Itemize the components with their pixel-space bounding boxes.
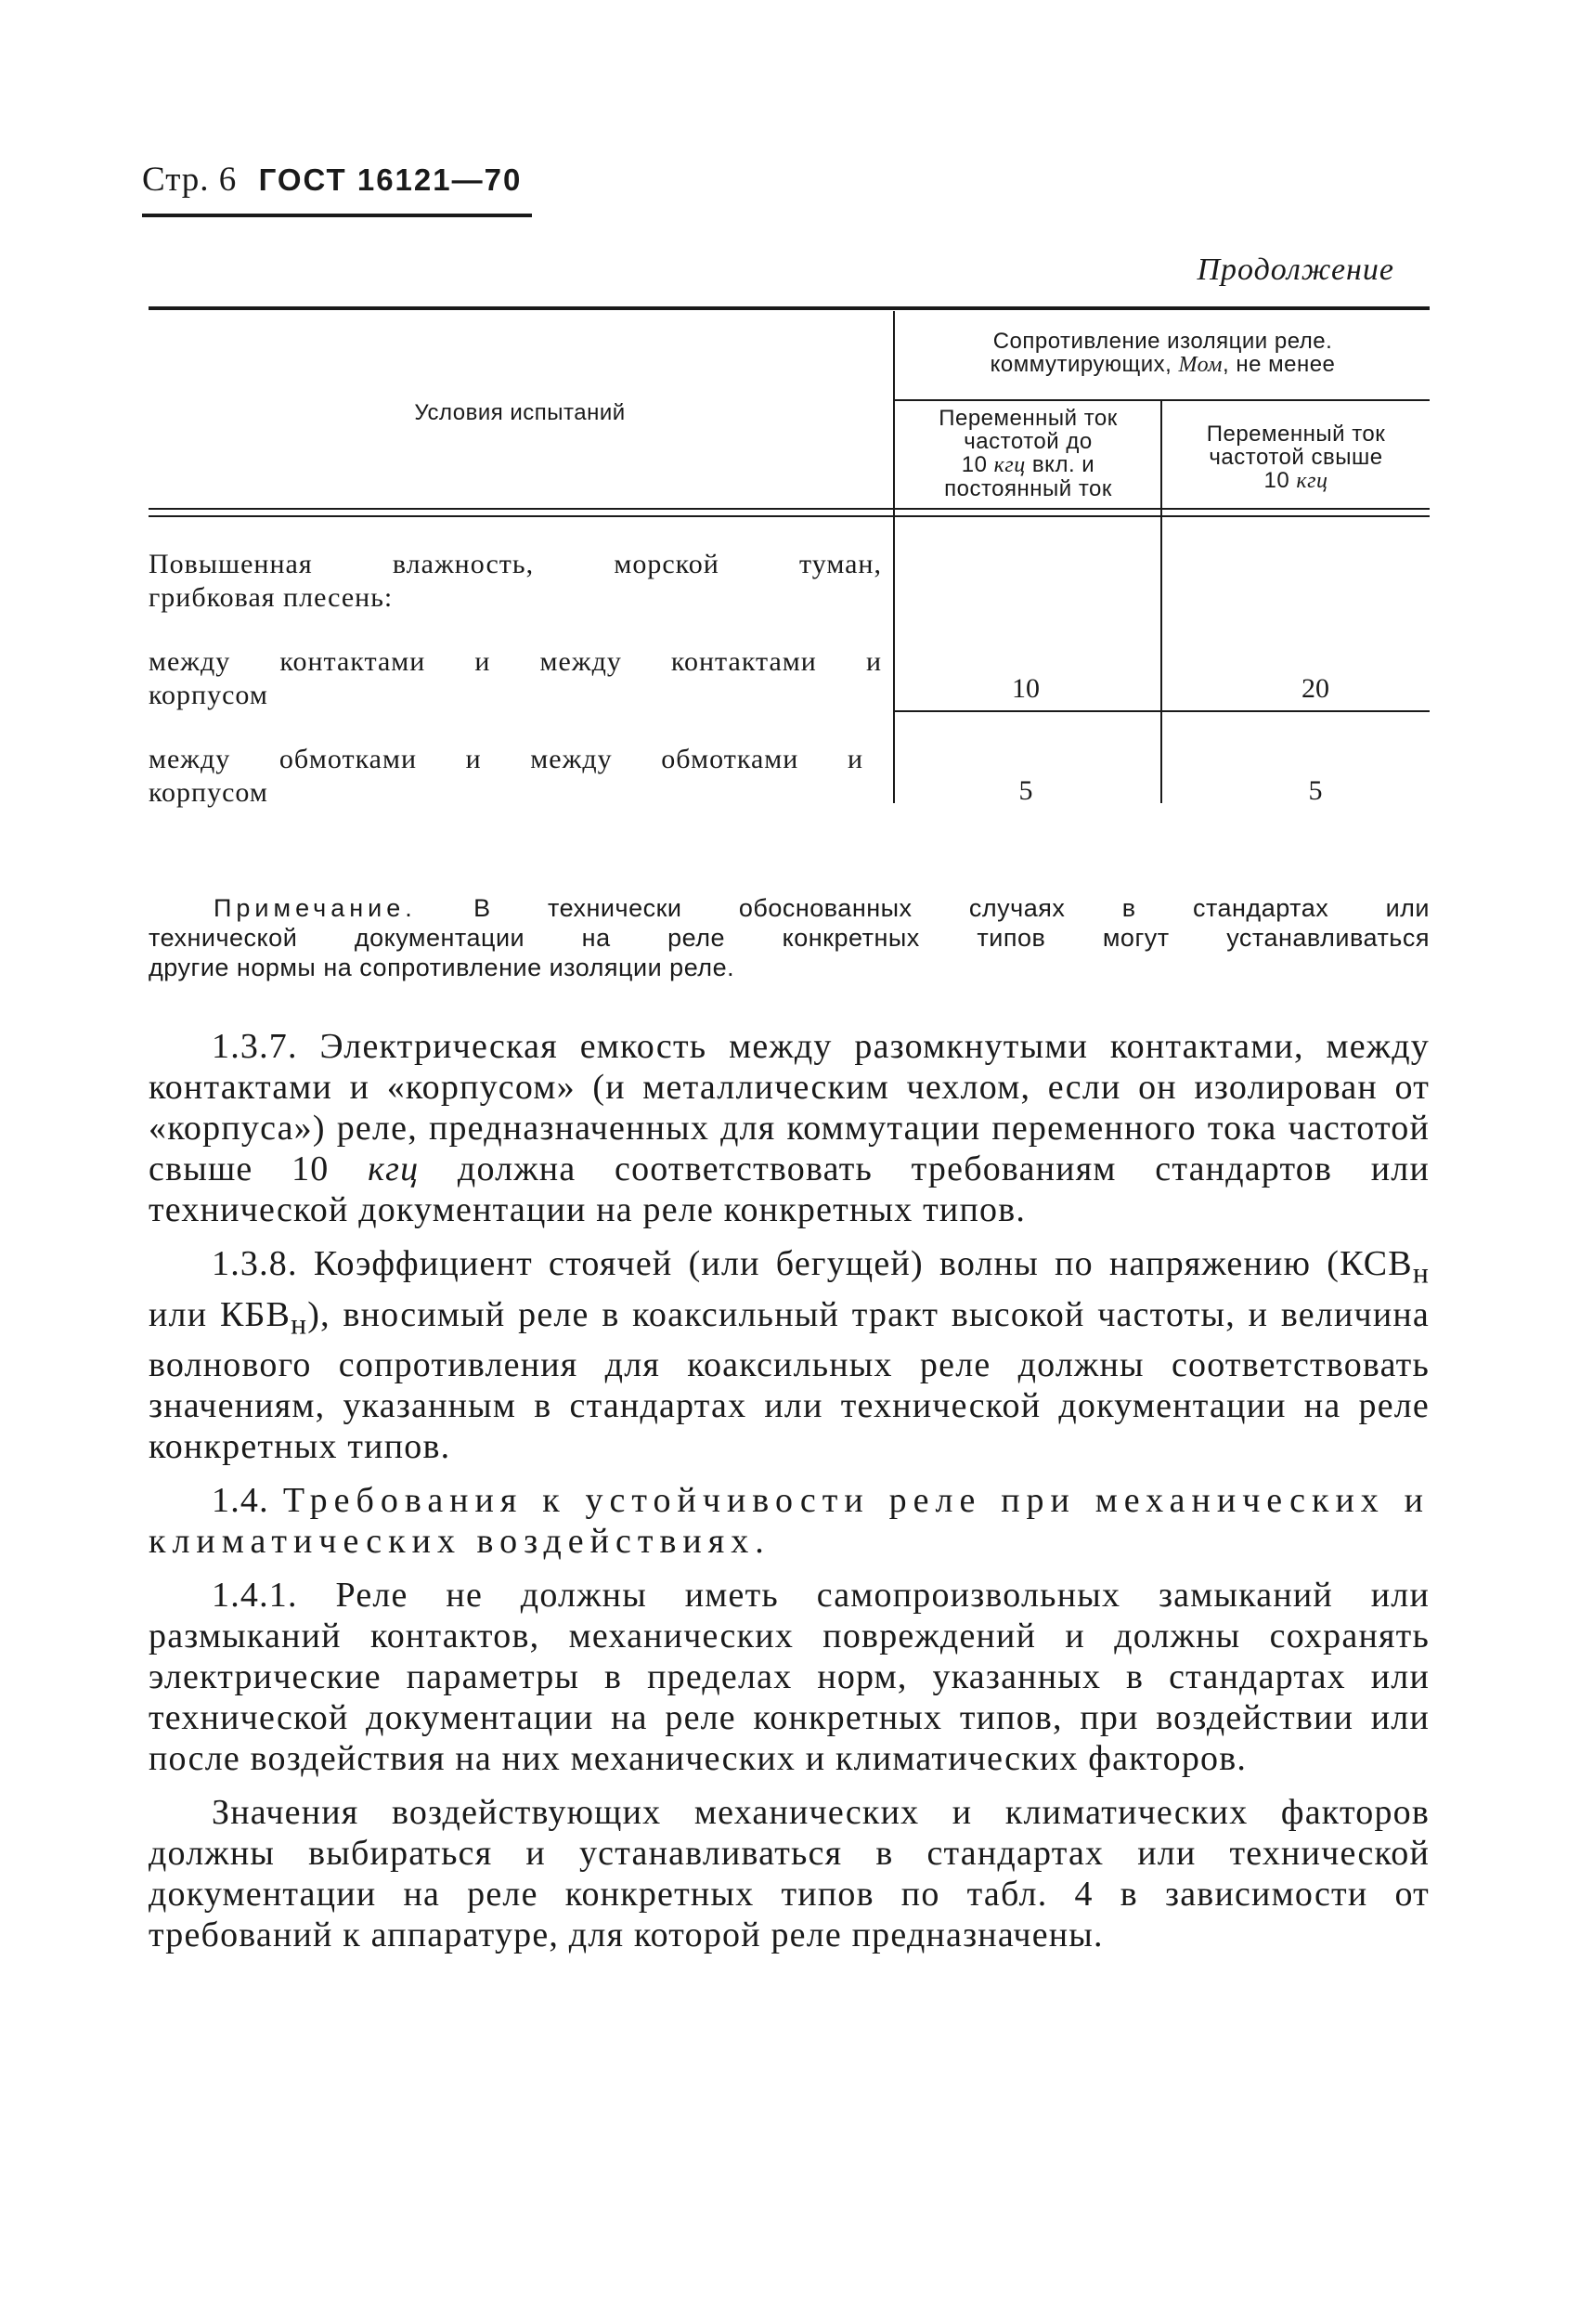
value-windings-dc: 5 [1018, 775, 1033, 806]
standard-number: ГОСТ 16121—70 [258, 162, 523, 197]
column-divider-1 [893, 311, 895, 803]
note-label: Примечание. [214, 894, 417, 922]
value-contacts-dc: 10 [1012, 673, 1040, 704]
table-note: Примечание. В технически обоснованных случаях в стандартах или технической документации на реле конкретных типов могут устанавливаться другие нормы на сопротивление изоляции реле. [149, 894, 1430, 981]
continuation-label: Продолжение [1197, 253, 1394, 287]
section-heading-1-4: 1.4. Требования к устойчивости реле при механических и климатических воздействиях. [149, 1481, 1431, 1562]
value-windings-high: 5 [1308, 775, 1323, 806]
page-number: Стр. 6 [142, 161, 238, 199]
paragraph-factor-values: Значения воздействующих механических и климатических факторов должны выбираться и устанавливаться в стандартах или технической документации на реле конкретных типов по табл. 4 в зависимости от требований к аппаратуре, для которой реле предназначены. [149, 1793, 1430, 1955]
paragraph-1-3-7: 1.3.7. Электрическая емкость между разомкнутыми контактами, между контактами и «корпусом» (и металлическим чехлом, если он изолирован от «корпуса») реле, предназначенных для коммутации переменного тока частотой свыше 10 кгц должна соответствовать требованиям стандартов или технической документации на реле конкретных типов. [149, 1027, 1430, 1229]
header-bottom-rule-1 [149, 508, 1430, 510]
page-header [142, 160, 522, 200]
table-row-humidity: Повышенная влажность, морской туман, грибковая плесень: [149, 549, 882, 613]
table-row-contacts: между контактами и между контактами и корпусом [149, 646, 882, 710]
header-bottom-rule-2 [149, 515, 1430, 517]
paragraph-1-3-8: 1.3.8. Коэффициент стоячей (или бегущей) волны по напряжению ($КСВ_н$ или $КБВ_н$), вносимый реле в коаксильный тракт высокой частоты, и величина волнового сопротивления для коаксильных реле должны соответствовать значениям, указанным в стандартах или технической документации на реле конкретных типов. [149, 1244, 1431, 1467]
body-text [149, 1026, 1430, 1968]
value-contacts-high: 20 [1302, 673, 1329, 704]
table-row-windings: между обмотками и между обмотками и корпусом [149, 744, 863, 808]
subcolumn-header-ac-high: Переменный ток частотой свыше 10 кгц [1206, 422, 1386, 493]
subcolumn-header-ac-dc: Переменный ток частотой до 10 кгц вкл. и постоянный ток [939, 406, 1118, 501]
row-divider [893, 710, 1430, 712]
header-rule [142, 214, 532, 217]
table-top-rule [149, 306, 1430, 310]
paragraph-1-4-1: 1.4.1. Реле не должны иметь самопроизвольных замыканий или размыканий контактов, механических повреждений и должны сохранять электрические параметры в пределах норм, указанных в стандартах или технической документации на реле конкретных типов, при воздействии или после воздействия на них механических и климатических факторов. [149, 1576, 1430, 1779]
resistance-column-header: Сопротивление изоляции реле. коммутирующих, Мом, не менее [990, 329, 1336, 377]
conditions-column-header: Условия испытаний [414, 400, 626, 425]
